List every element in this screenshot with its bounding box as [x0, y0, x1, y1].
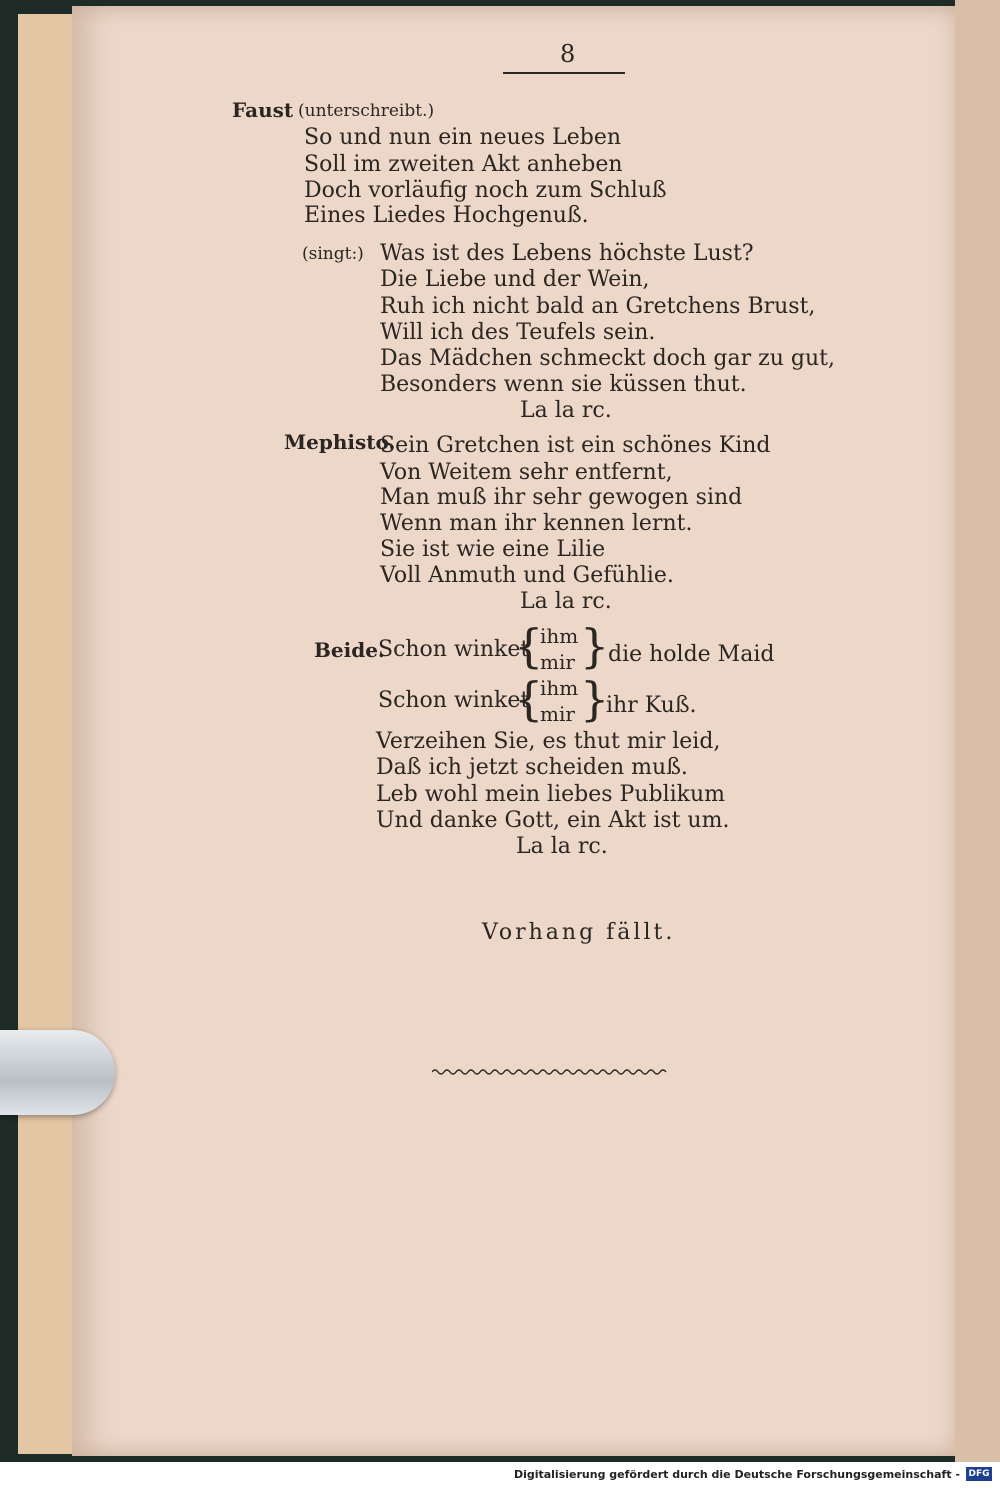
ornamental-divider [432, 1066, 668, 1078]
song-line: Ruh ich nicht bald an Gretchens Brust, [380, 294, 816, 319]
variant-word: ihm [540, 676, 579, 700]
left-brace: { [514, 672, 544, 726]
speaker-faust: Faust [232, 98, 294, 122]
variant-word: ihm [540, 624, 579, 648]
verse-line: Eines Liedes Hochgenuß. [304, 203, 589, 228]
stage-direction: (singt:) [302, 244, 364, 264]
variant-word: mir [540, 650, 575, 674]
refrain: La la rc. [516, 834, 608, 859]
right-brace: } [580, 672, 610, 726]
verse-line: Doch vorläufig noch zum Schluß [304, 178, 667, 203]
verse-line: Man muß ihr sehr gewogen sind [380, 485, 743, 510]
song-line: Die Liebe und der Wein, [380, 267, 650, 292]
footer-bar [0, 1462, 1000, 1489]
song-line: Will ich des Teufels sein. [380, 320, 656, 345]
speaker-beide: Beide. [314, 638, 385, 662]
dfg-logo: DFG [966, 1467, 992, 1481]
variant-word: mir [540, 702, 575, 726]
verse-line: ihr Kuß. [606, 693, 697, 718]
stage-direction: (unterschreibt.) [298, 101, 435, 121]
verse-line: Schon winket [378, 637, 530, 662]
verse-line: Soll im zweiten Akt anheben [304, 152, 623, 177]
funding-notice: Digitalisierung gefördert durch die Deutsche Forschungsgemeinschaft - [513, 1468, 960, 1481]
refrain: La la rc. [520, 398, 612, 423]
song-line: Besonders wenn sie küssen thut. [380, 372, 747, 397]
page-clip [0, 1030, 115, 1115]
verse-line: die holde Maid [608, 642, 775, 667]
verse-line: Von Weitem sehr entfernt, [380, 460, 673, 485]
verse-line: Daß ich jetzt scheiden muß. [376, 755, 688, 780]
song-line: Das Mädchen schmeckt doch gar zu gut, [380, 346, 835, 371]
verse-line: Schon winket [378, 688, 530, 713]
speaker-mephisto: Mephisto. [284, 430, 396, 454]
page-number: 8 [560, 40, 576, 68]
curtain-direction: Vorhang fällt. [482, 920, 676, 945]
verse-line: Sein Gretchen ist ein schönes Kind [380, 433, 771, 458]
verse-line: Leb wohl mein liebes Publikum [376, 782, 726, 807]
next-page-strip [955, 0, 1000, 1462]
page-number-rule [503, 72, 625, 74]
verse-line: So und nun ein neues Leben [304, 125, 622, 150]
song-line: Was ist des Lebens höchste Lust? [380, 241, 754, 266]
verse-line: Verzeihen Sie, es thut mir leid, [376, 729, 721, 754]
refrain: La la rc. [520, 589, 612, 614]
verse-line: Sie ist wie eine Lilie [380, 537, 606, 562]
left-brace: { [514, 619, 544, 673]
right-brace: } [580, 619, 610, 673]
verse-line: Und danke Gott, ein Akt ist um. [376, 808, 730, 833]
verse-line: Wenn man ihr kennen lernt. [380, 511, 693, 536]
verse-line: Voll Anmuth und Gefühlie. [380, 563, 674, 588]
